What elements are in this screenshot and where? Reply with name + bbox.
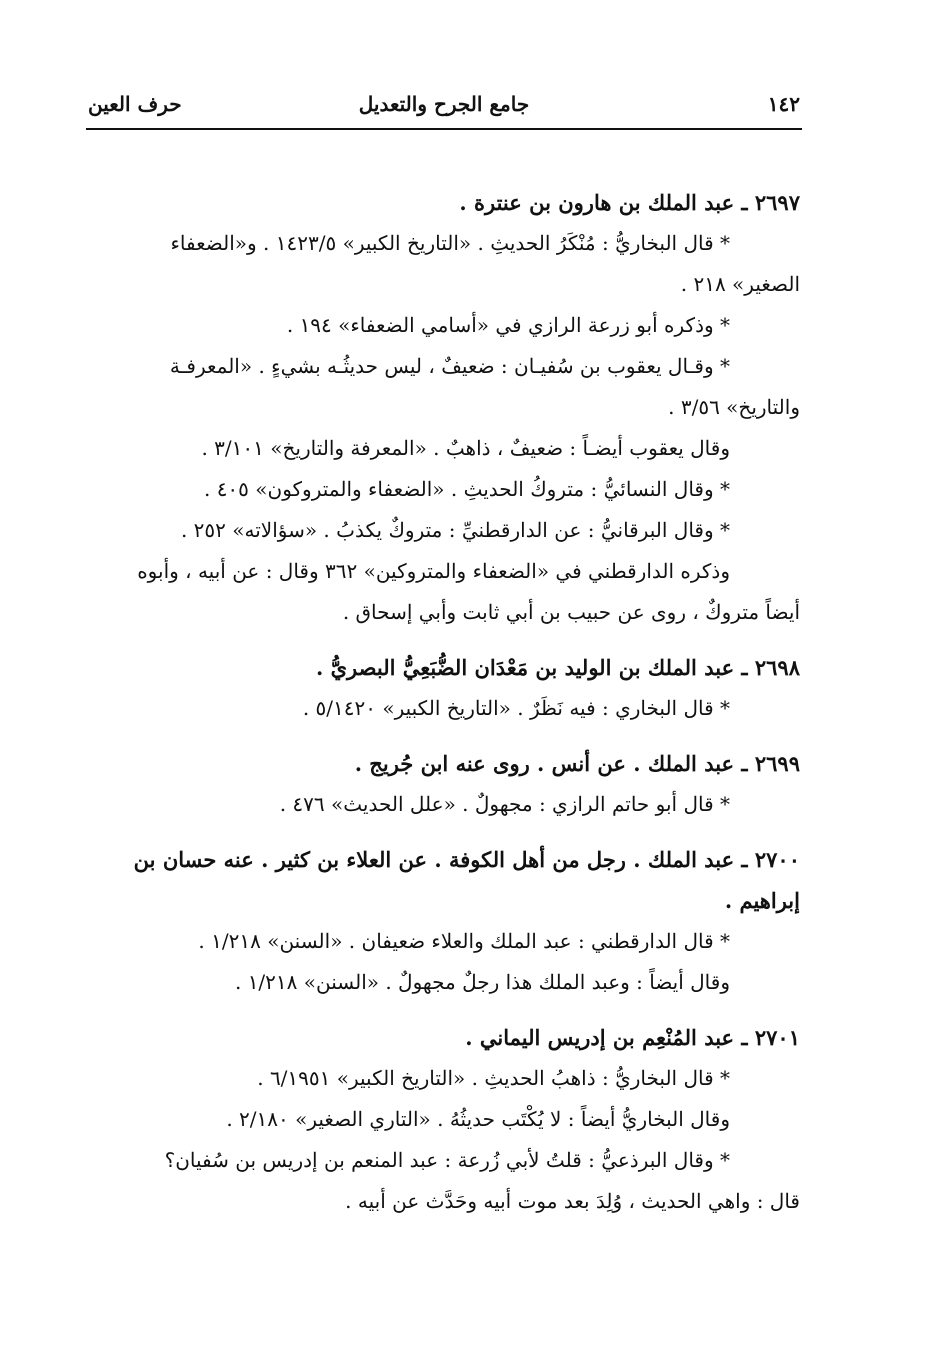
text-line: * قال أبو حاتم الرازي : مجهولٌ . «علل الحديث» ٤٧٦ .: [279, 792, 730, 816]
text-line: * قال البخاري : فيه نَظَرٌ . «التاريخ الكبير» ٥/١٤٢٠ .: [302, 696, 730, 720]
entry-2700-title-continued: إبراهيم .: [724, 888, 800, 913]
entry-2699-title: ٢٦٩٩ ـ عبد الملك . عن أنس . روى عنه ابن جُريج .: [354, 751, 800, 776]
text-line: * وقـال يعقوب بن سُفيـان : ضعيفٌ ، ليس حديثُـه بشيءٍ . «المعرفـة: [169, 354, 730, 378]
book-title: جامع الجرح والتعديل: [358, 92, 530, 116]
text-line: وذكره الدارقطني في «الضعفاء والمتروكين» ٣٦٢ وقال : عن أبيه ، وأبوه: [137, 559, 730, 583]
page-body: [88, 182, 800, 1222]
text-line: * وقال البرذعيُّ : قلتُ لأبي زُرعة : عبد المنعم بن إدريس بن سُفيان؟: [164, 1148, 730, 1172]
text-line: * وذكره أبو زرعة الرازي في «أسامي الضعفاء» ١٩٤ .: [286, 313, 730, 337]
running-header: [88, 92, 800, 126]
section-title: حرف العين: [88, 92, 182, 116]
header-rule: [86, 128, 802, 130]
text-line: والتاريخ» ٣/٥٦ .: [668, 395, 800, 419]
text-line: أيضاً متروكٌ ، روى عن حبيب بن أبي ثابت وأبي إسحاق .: [342, 600, 800, 624]
entry-2701-title: ٢٧٠١ ـ عبد المُنْعِم بن إدريس اليماني .: [465, 1025, 800, 1050]
text-line: * وقال النسائيُّ : متروكُ الحديثِ . «الضعفاء والمتروكون» ٤٠٥ .: [203, 477, 730, 501]
text-line: * قال البخاريُّ : ذاهبُ الحديثِ . «التاريخ الكبير» ٦/١٩٥١ .: [257, 1066, 730, 1090]
entry-2697-title: ٢٦٩٧ ـ عبد الملك بن هارون بن عنترة .: [459, 190, 800, 215]
text-line: وقال يعقوب أيضـاً : ضعيفٌ ، ذاهبٌ . «المعرفة والتاريخ» ٣/١٠١ .: [201, 436, 730, 460]
text-line: الصغير» ٢١٨ .: [680, 272, 800, 296]
page-number: ١٤٢: [767, 92, 800, 116]
entry-2698-title: ٢٦٩٨ ـ عبد الملك بن الوليد بن مَعْدَان الضُّبَعِيُّ البصريُّ .: [316, 655, 800, 680]
text-line: وقال أيضاً : وعبد الملك هذا رجلٌ مجهولٌ . «السنن» ١/٢١٨ .: [234, 970, 730, 994]
text-line: قال : واهي الحديث ، وُلِدَ بعد موت أبيه وحَدَّث عن أبيه .: [345, 1189, 800, 1213]
text-line: وقال البخاريُّ أيضاً : لا يُكْتَب حديثُهُ . «التاري الصغير» ٢/١٨٠ .: [226, 1107, 730, 1131]
text-line: * قال الدارقطني : عبد الملك والعلاء ضعيفان . «السنن» ١/٢١٨ .: [198, 929, 730, 953]
text-line: * وقال البرقانيُّ : عن الدارقطنيِّ : متروكٌ يكذبُ . «سؤالاته» ٢٥٢ .: [180, 518, 730, 542]
text-line: * قال البخاريُّ : مُنْكَرُ الحديثِ . «التاريخ الكبير» ١٤٢٣/٥ . و«الضعفاء: [170, 231, 730, 255]
entry-2700-title: ٢٧٠٠ ـ عبد الملك . رجل من أهل الكوفة . عن العلاء بن كثير . عنه حسان بن: [133, 847, 800, 872]
